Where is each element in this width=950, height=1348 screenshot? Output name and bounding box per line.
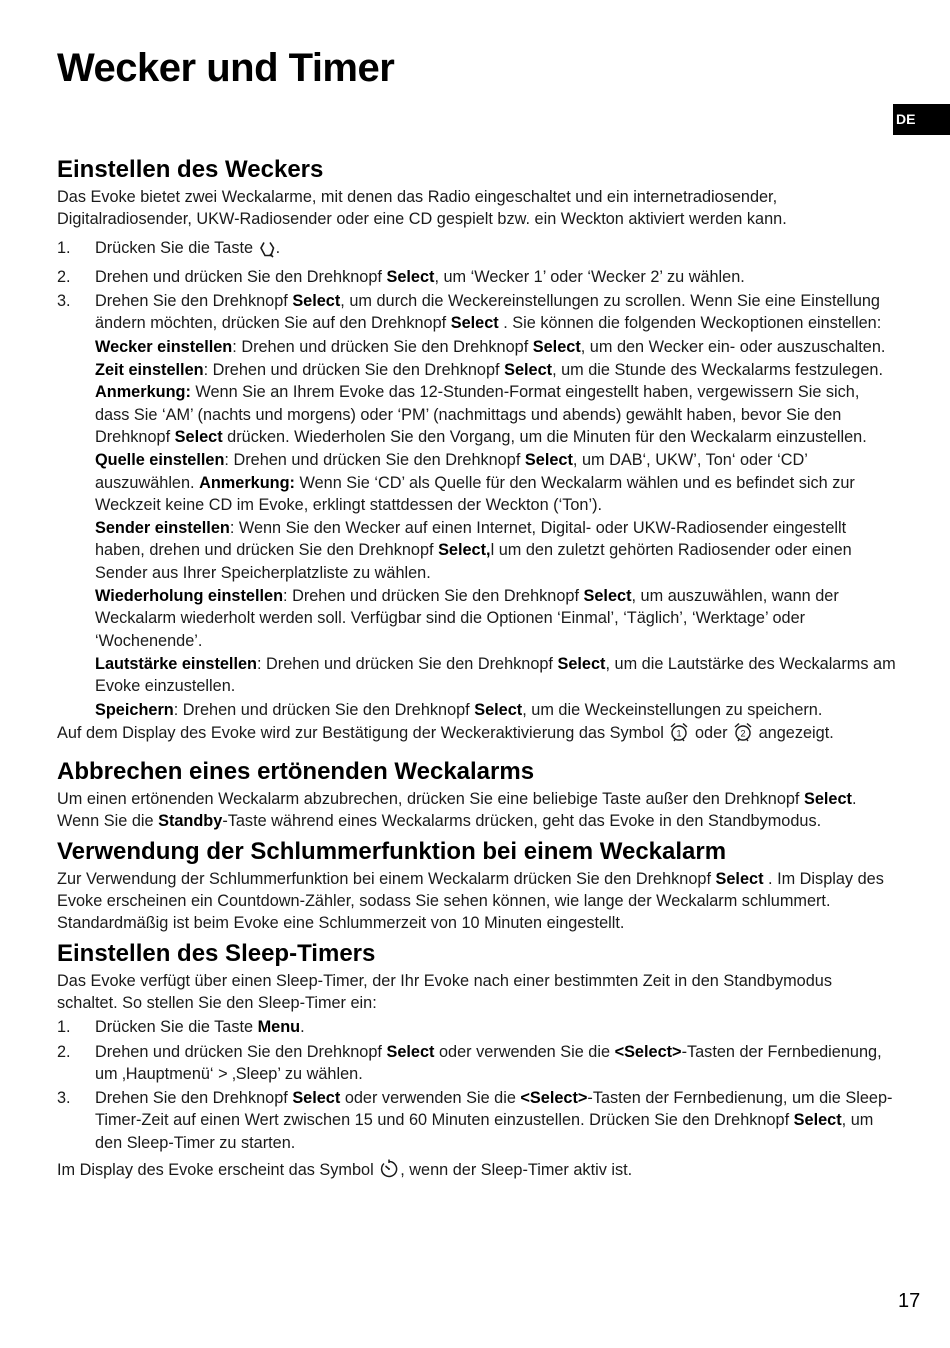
option-speichern bbox=[57, 699, 897, 721]
option-text: Wenn Sie ‘CD’ als Quelle für den Weckalarm wählen und es befindet sich zur Weckzeit keine CD im Evoke, erklingt stattdessen der Weckton (‘Ton’). bbox=[95, 473, 855, 514]
control-name: <Select> bbox=[520, 1089, 588, 1108]
option-text: : Wenn Sie den Wecker auf einen Internet, Digital- oder UKW-Radiosender eingestellt haben, drehen und drücken Sie den Drehknopf bbox=[95, 519, 847, 560]
step-text: -Tasten der Fernbedienung, um die Sleep-Timer-Zeit auf einen Wert zwischen 15 und 60 Minuten einzustellen. Drücken Sie den Drehknopf bbox=[95, 1089, 893, 1130]
option-text: : Drehen und drücken Sie den Drehknopf bbox=[232, 337, 533, 356]
language-tab: DE bbox=[893, 104, 950, 135]
alarm-clock-1-icon bbox=[668, 721, 690, 749]
step-text: , um den Sleep-Timer zu starten. bbox=[95, 1111, 874, 1152]
paragraph-text: , wenn der Sleep-Timer aktiv ist. bbox=[400, 1160, 633, 1179]
option-text: , um die Lautstärke des Weckalarms am Evoke einzustellen. bbox=[95, 654, 896, 696]
step-number: 1. bbox=[57, 1018, 71, 1037]
alarm-confirmation bbox=[57, 721, 897, 749]
control-name: Select bbox=[292, 1089, 341, 1108]
svg-text:2: 2 bbox=[740, 728, 746, 739]
control-name: Select bbox=[450, 314, 499, 333]
section-heading-sleep: Einstellen des Sleep-Timers bbox=[57, 939, 376, 967]
step-text: -Tasten der Fernbedienung, um ‚Hauptmenü‘ > ‚Sleep’ zu wählen. bbox=[95, 1042, 882, 1083]
sleep-intro: Das Evoke verfügt über einen Sleep-Timer, der Ihr Evoke nach einer bestimmten Zeit in den Standbymodus schaltet. So stellen Sie den Sleep-Timer ein: bbox=[57, 971, 832, 1012]
option-text: l um den zuletzt gehörten Radiosender oder einen Sender aus Ihrer Speicherplatzliste zu wählen. bbox=[95, 541, 852, 582]
section-heading-alarm: Einstellen des Weckers bbox=[57, 156, 324, 183]
sleep-step-1 bbox=[57, 1016, 897, 1038]
alarm-intro: Das Evoke bietet zwei Weckalarme, mit denen das Radio eingeschaltet und ein internetradiosender, Digitalradiosender, UKW-Radiosender oder eine CD gespielt bzw. ein Weckton aktiviert werden kann. bbox=[57, 188, 787, 229]
section-heading-cancel: Abbrechen eines ertönenden Weckalarms bbox=[57, 758, 535, 786]
option-text: : Drehen und drücken Sie den Drehknopf bbox=[283, 587, 584, 606]
option-label: Wecker einstellen bbox=[95, 337, 233, 356]
step-number: 2. bbox=[57, 267, 71, 286]
sleep-step-3 bbox=[57, 1087, 897, 1154]
alarm-step-2 bbox=[57, 266, 897, 288]
paragraph-text: Im Display des Evoke erscheint das Symbol bbox=[57, 1160, 379, 1179]
control-name: Select bbox=[174, 427, 223, 446]
option-text: , um den Wecker ein- oder auszuschalten. bbox=[580, 337, 886, 356]
control-name: Select bbox=[557, 654, 606, 673]
step-text: oder verwenden Sie die bbox=[434, 1042, 615, 1061]
page-content bbox=[57, 155, 897, 1186]
option-label: Quelle einstellen bbox=[95, 451, 225, 470]
step-text: Drehen und drücken Sie den Drehknopf bbox=[95, 267, 387, 286]
step-number: 2. bbox=[57, 1042, 71, 1061]
step-text: Drehen Sie den Drehknopf bbox=[95, 292, 293, 311]
page-number: 17 bbox=[898, 1290, 921, 1312]
option-text: , um die Weckeinstellungen zu speichern. bbox=[522, 700, 823, 719]
control-name: Select bbox=[715, 869, 764, 888]
control-name: Select bbox=[532, 337, 581, 356]
alarm-step-1 bbox=[57, 237, 897, 264]
control-name: Select bbox=[803, 790, 852, 809]
option-quelle-einstellen bbox=[57, 449, 897, 516]
control-name: Select bbox=[504, 361, 553, 380]
step-text: Drehen Sie den Drehknopf bbox=[95, 1089, 293, 1108]
svg-text:1: 1 bbox=[676, 728, 682, 739]
sleep-timer-icon bbox=[378, 1158, 400, 1186]
option-text: , um die Stunde des Weckalarms festzulegen. bbox=[552, 361, 883, 380]
paragraph-text: Um einen ertönenden Weckalarm abzubrechen, drücken Sie eine beliebige Taste außer den Drehknopf bbox=[57, 790, 804, 809]
step-text: Drücken Sie die Taste bbox=[95, 1018, 258, 1037]
option-text: : Drehen und drücken Sie den Drehknopf bbox=[203, 361, 505, 380]
option-label: Sender einstellen bbox=[95, 519, 230, 538]
option-lautstaerke-einstellen bbox=[57, 653, 897, 698]
option-text: , um DAB‘, UKW’, Ton‘ oder ‘CD’ auszuwählen. bbox=[95, 451, 808, 492]
control-name: Menu bbox=[257, 1018, 301, 1037]
step-number: 1. bbox=[57, 238, 71, 257]
control-name: Select bbox=[292, 292, 341, 311]
paragraph-text: . Wenn Sie die bbox=[57, 790, 857, 831]
alarm-step-3 bbox=[57, 290, 897, 335]
option-text: , um auszuwählen, wann der Weckalarm wiederholt werden soll. Verfügbar sind die Optionen ‘Einmal’, ‘Täglich’, ‘Werktage’ oder ‘Wochenende’. bbox=[95, 587, 839, 650]
step-text: Drücken Sie die Taste bbox=[95, 238, 258, 257]
control-name: <Select> bbox=[614, 1042, 682, 1061]
option-sender-einstellen bbox=[57, 517, 897, 584]
step-text: Drehen und drücken Sie den Drehknopf bbox=[95, 1042, 387, 1061]
control-name: Select, bbox=[438, 541, 491, 560]
paragraph-text: oder bbox=[690, 723, 733, 742]
option-text: : Drehen und drücken Sie den Drehknopf bbox=[224, 451, 525, 470]
option-wecker-einstellen bbox=[57, 336, 897, 358]
control-name: Select bbox=[793, 1111, 842, 1130]
step-number: 3. bbox=[57, 1089, 71, 1108]
control-name: Select bbox=[386, 267, 435, 286]
step-text: . Sie können die folgenden Weckoptionen einstellen: bbox=[498, 314, 882, 333]
step-text: . bbox=[275, 238, 281, 257]
option-text: drücken. Wiederholen Sie den Vorgang, um die Minuten für den Weckalarm einzustellen. bbox=[222, 427, 867, 446]
paragraph-text: angezeigt. bbox=[754, 723, 834, 742]
control-name: Select bbox=[583, 587, 632, 606]
section-heading-snooze: Verwendung der Schlummerfunktion bei einem Weckalarm bbox=[57, 837, 727, 865]
control-name: Select bbox=[474, 700, 523, 719]
alarm-button-icon bbox=[258, 240, 276, 264]
note-label: Anmerkung: bbox=[199, 473, 295, 492]
step-text: , um durch die Weckereinstellungen zu scrollen. Wenn Sie eine Einstellung ändern möchten, drücken Sie auf den Drehknopf bbox=[95, 292, 880, 333]
option-label: Lautstärke einstellen bbox=[95, 654, 257, 673]
alarm-clock-2-icon bbox=[732, 721, 754, 749]
paragraph-text: Zur Verwendung der Schlummerfunktion bei einem Weckalarm drücken Sie den Drehknopf bbox=[57, 869, 716, 888]
option-label: Speichern bbox=[95, 700, 174, 719]
control-name: Select bbox=[386, 1042, 435, 1061]
paragraph-text: -Taste während eines Weckalarms drücken, geht das Evoke in den Standbymodus. bbox=[222, 812, 822, 831]
control-name: Select bbox=[524, 451, 573, 470]
step-text: . bbox=[300, 1018, 305, 1037]
cancel-paragraph bbox=[57, 788, 897, 833]
snooze-paragraph bbox=[57, 868, 897, 935]
control-name: Standby bbox=[158, 812, 223, 831]
step-number: 3. bbox=[57, 292, 71, 311]
option-text: : Drehen und drücken Sie den Drehknopf bbox=[173, 700, 475, 719]
sleep-footer bbox=[57, 1158, 897, 1186]
sleep-step-2 bbox=[57, 1041, 897, 1086]
step-text: , um ‘Wecker 1’ oder ‘Wecker 2’ zu wählen. bbox=[434, 267, 745, 286]
option-text: : Drehen und drücken Sie den Drehknopf bbox=[256, 654, 558, 673]
note-label: Anmerkung: bbox=[95, 383, 191, 402]
step-text: oder verwenden Sie die bbox=[340, 1089, 521, 1108]
option-label: Wiederholung einstellen bbox=[95, 587, 284, 606]
paragraph-text: Auf dem Display des Evoke wird zur Bestätigung der Weckeraktivierung das Symbol bbox=[57, 723, 669, 742]
option-text: Wenn Sie an Ihrem Evoke das 12-Stunden-Format eingestellt haben, vergewissern Sie sich, dass Sie ‘AM’ (nachts und morgens) oder ‘PM’ (nachmittags und abends) gewählt haben, bevor Sie den Drehknopf bbox=[95, 383, 860, 446]
option-zeit-einstellen bbox=[57, 359, 897, 448]
paragraph-text: . Im Display des Evoke erscheinen ein Countdown-Zähler, sodass Sie sehen können, wie lange der Weckalarm schlummert. Standardmäßig ist beim Evoke eine Schlummerzeit von 10 Minuten eingestellt. bbox=[57, 869, 884, 933]
option-label: Zeit einstellen bbox=[95, 361, 204, 380]
option-wiederholung-einstellen bbox=[57, 585, 897, 652]
page-title: Wecker und Timer bbox=[57, 46, 395, 90]
